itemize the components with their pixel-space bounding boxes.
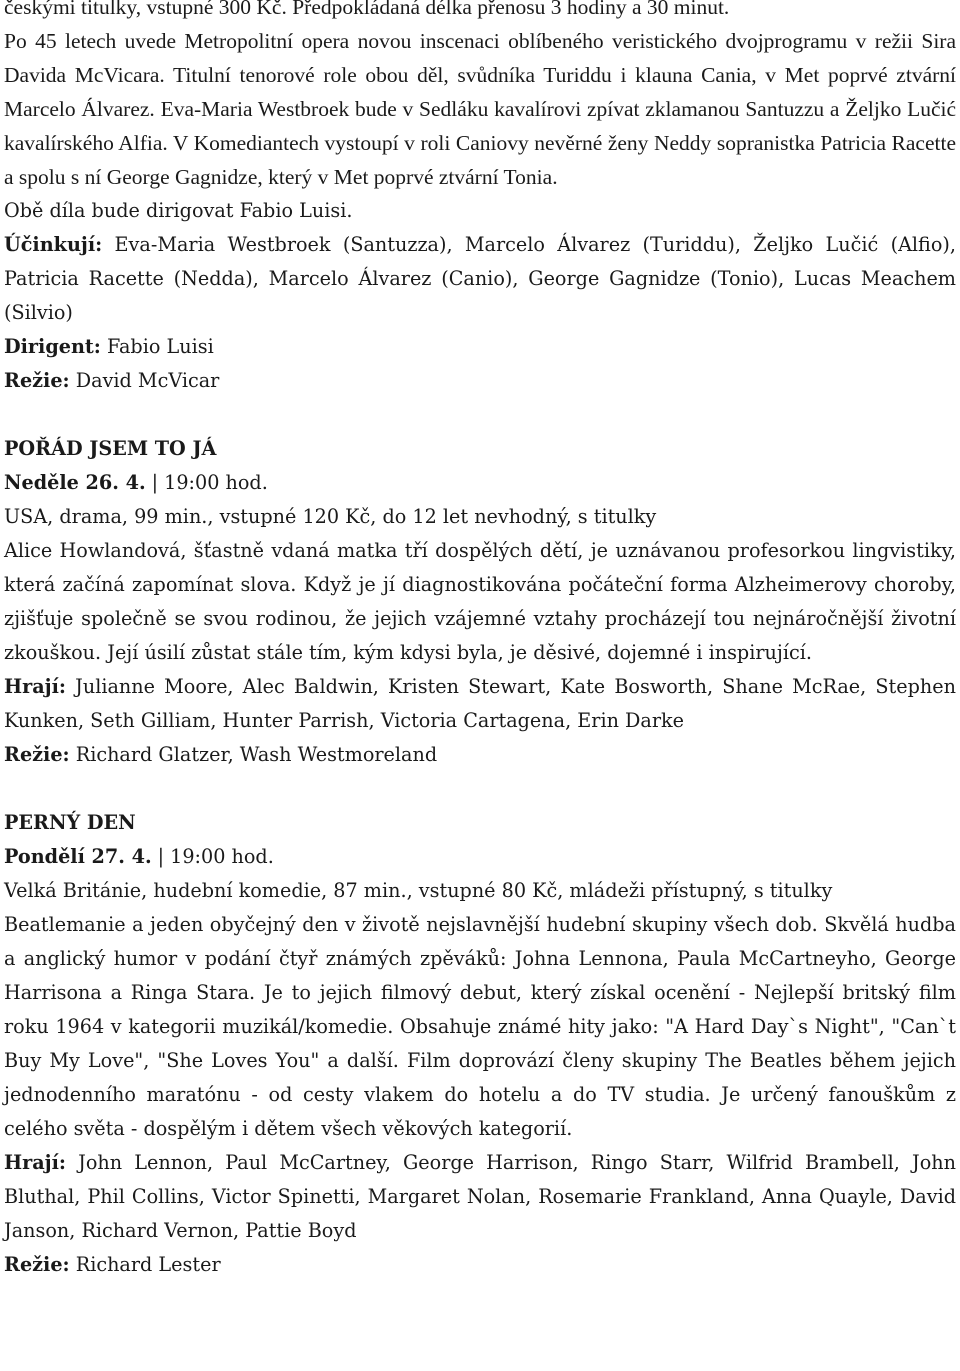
opera-cast-label: Účinkují: — [4, 233, 103, 256]
film1-info: USA, drama, 99 min., vstupné 120 Kč, do 12 let nevhodný, s titulky — [4, 505, 657, 528]
film1-date: Neděle 26. 4. — [4, 471, 146, 494]
film1-description: Alice Howlandová, šťastně vdaná matka tří dospělých dětí, je uznávanou profesorkou lingvistiky, která začíná zapomínat slova. Když je jí diagnostikována počáteční forma Alzheimerovy choroby, zjišťuje společně se svou rodinou, že jejich vzájemné vztahy procházejí tou nejnáročnější životní zkouškou. Její úsilí zůstat stále tím, kým kdysi byla, je děsivé, dojemné i inspirující. — [4, 539, 956, 664]
opera-director: Režie: David McVicar — [4, 369, 220, 392]
film2-cast: Hrají: John Lennon, Paul McCartney, George Harrison, Ringo Starr, Wilfrid Brambell, John Bluthal, Phil Collins, Victor Spinetti, Margaret Nolan, Rosemarie Frankland, Anna Quayle, David Janson, Richard Vernon, Pattie Boyd — [4, 1151, 956, 1242]
film-section-1 — [4, 432, 956, 772]
film2-time: 19:00 hod. — [170, 845, 274, 868]
film2-info: Velká Británie, hudební komedie, 87 min., vstupné 80 Kč, mládeži přístupný, s titulky — [4, 879, 833, 902]
film2-separator: | — [157, 845, 165, 868]
film1-schedule — [4, 466, 956, 500]
film1-director-label: Režie: — [4, 743, 70, 766]
opera-section — [4, 0, 956, 398]
film2-director: Režie: Richard Lester — [4, 1253, 221, 1276]
opera-intro-line: českými titulky, vstupné 300 Kč. Předpokládaná délka přenosu 3 hodiny a 30 minut. — [4, 0, 730, 19]
film1-cast: Hrají: Julianne Moore, Alec Baldwin, Kristen Stewart, Kate Bosworth, Shane McRae, Stephen Kunken, Seth Gilliam, Hunter Parrish, Victoria Cartagena, Erin Darke — [4, 675, 956, 732]
film2-date: Pondělí 27. 4. — [4, 845, 152, 868]
opera-description: Po 45 letech uvede Metropolitní opera novou inscenaci oblíbeného veristického dvojprogramu v režii Sira Davida McVicara. Titulní tenorové role obou děl, svůdníka Turiddu i klauna Cania, v Met poprvé ztvární Marcelo Álvarez. Eva-Maria Westbroek bude v Sedláku kavalírovi zpívat zklamanou Santuzzu a Željko Lučić kavalírského Alfia. V Komediantech vystoupí v roli Caniovy nevěrné ženy Neddy sopranistka Patricia Racette a spolu s ní George Gagnidze, který v Met poprvé ztvární Tonia. — [4, 29, 957, 189]
opera-conductor: Dirigent: Fabio Luisi — [4, 335, 214, 358]
film2-schedule — [4, 840, 956, 874]
opera-conductor-note: Obě díla bude dirigovat Fabio Luisi. — [4, 199, 353, 222]
film2-director-label: Režie: — [4, 1253, 70, 1276]
film1-title: POŘÁD JSEM TO JÁ — [4, 437, 217, 460]
film2-title: PERNÝ DEN — [4, 811, 136, 834]
film1-cast-label: Hrají: — [4, 675, 66, 698]
film2-description: Beatlemanie a jeden obyčejný den v životě nejslavnější hudební skupiny všech dob. Skvělá hudba a anglický humor v podání čtyř známých zpěváků: Johna Lennona, Paula McCartneyho, George Harrisona a Ringa Stara. Je to jejich filmový debut, který získal ocenění - Nejlepší britský film roku 1964 v kategorii muzikál/komedie. Obsahuje známé hity jako: "A Hard Day`s Night", "Can`t Buy My Love", "She Loves You" a další. Film doprovází členy skupiny The Beatles během jejich jednodenního maratónu - od cesty vlakem do hotelu a do TV studia. Je určený fanouškům z celého světa - dospělým i dětem všech věkových kategorií. — [4, 913, 956, 1140]
film1-separator: | — [151, 471, 159, 494]
film1-director: Režie: Richard Glatzer, Wash Westmoreland — [4, 743, 438, 766]
film-section-2 — [4, 806, 956, 1282]
opera-conductor-label: Dirigent: — [4, 335, 101, 358]
document-page — [4, 0, 956, 1282]
opera-director-label: Režie: — [4, 369, 70, 392]
opera-cast: Účinkují: Eva-Maria Westbroek (Santuzza), Marcelo Álvarez (Turiddu), Željko Lučić (Alfio), Patricia Racette (Nedda), Marcelo Álvarez (Canio), George Gagnidze (Tonio), Lucas Meachem (Silvio) — [4, 233, 956, 324]
film2-cast-label: Hrají: — [4, 1151, 66, 1174]
film1-time: 19:00 hod. — [164, 471, 268, 494]
